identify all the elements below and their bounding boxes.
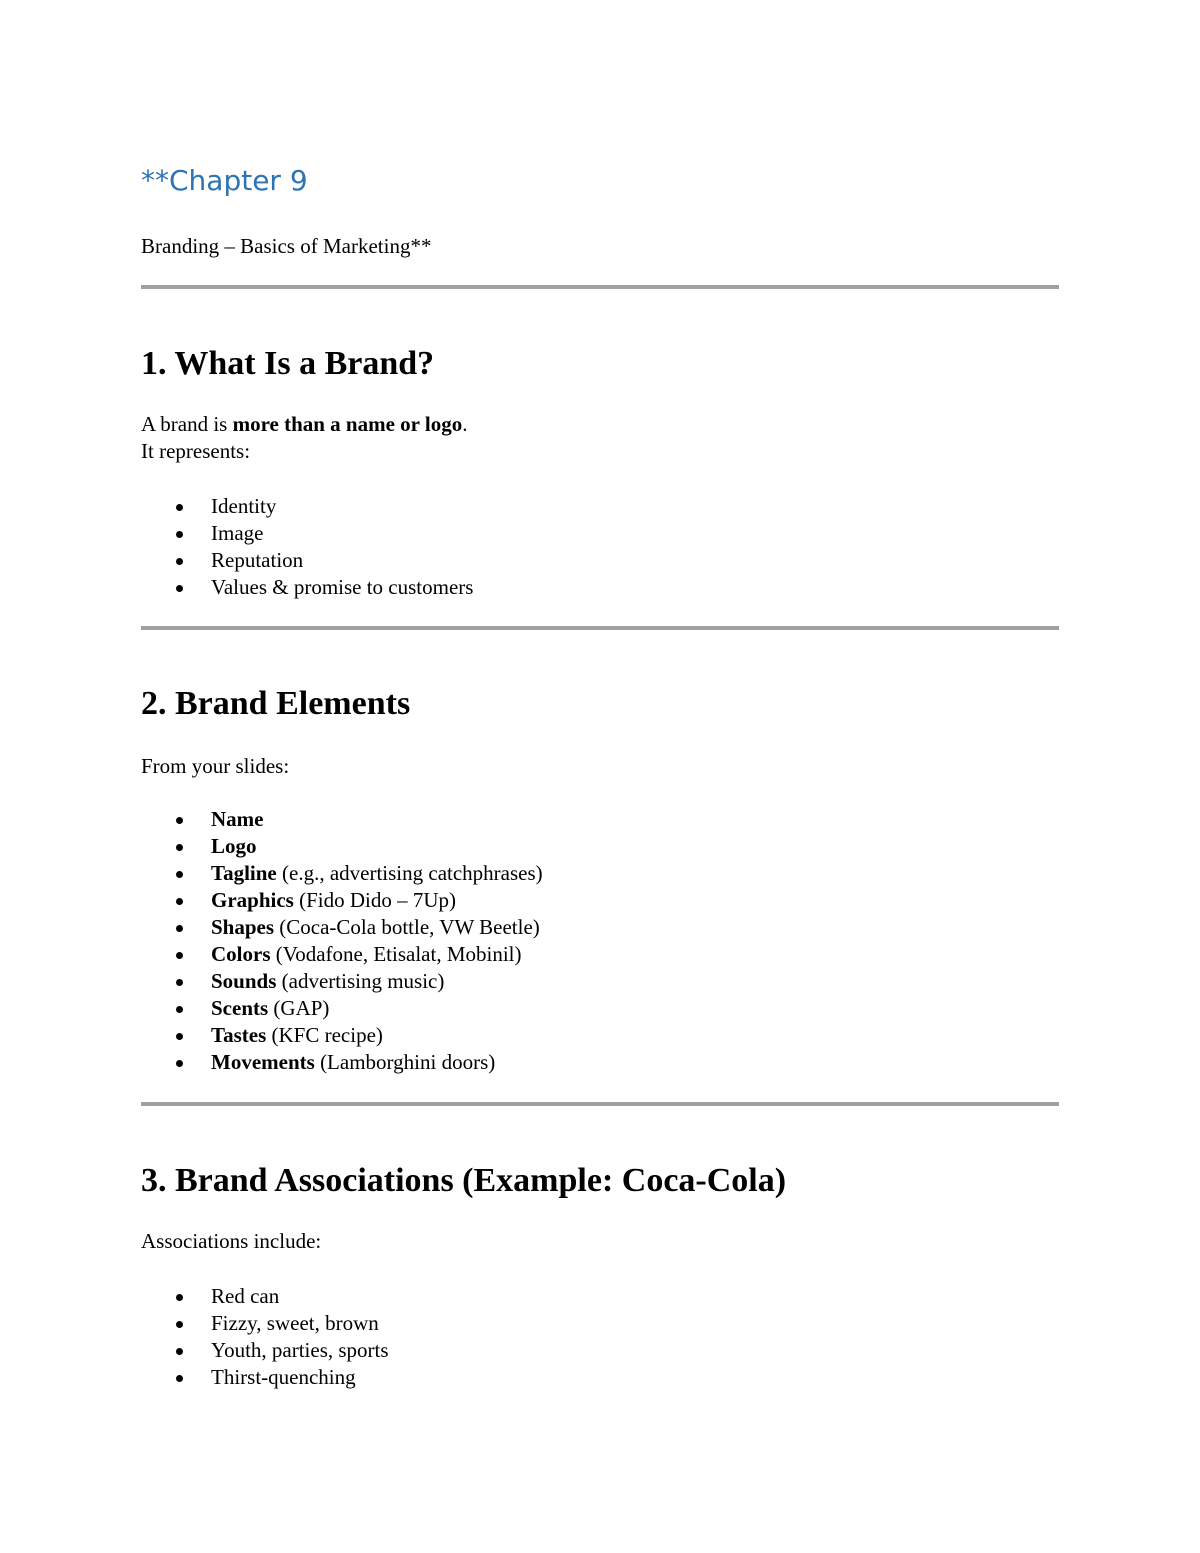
- section-heading-brand-associations: 3. Brand Associations (Example: Coca-Cola): [141, 1162, 787, 1199]
- list-item: [141, 887, 543, 914]
- element-term: Scents: [211, 996, 269, 1020]
- list-item: [141, 547, 473, 574]
- horizontal-rule: [141, 1102, 1059, 1106]
- list-item: [141, 520, 473, 547]
- element-detail: (Vodafone, Etisalat, Mobinil): [270, 942, 522, 966]
- brand-definition: [141, 411, 467, 438]
- element-detail: (Lamborghini doors): [314, 1050, 496, 1074]
- list-item: [141, 914, 543, 941]
- element-detail: (Coca-Cola bottle, VW Beetle): [274, 915, 540, 939]
- element-term: Shapes: [211, 915, 275, 939]
- bullet-icon: [176, 1060, 183, 1067]
- bullet-icon: [176, 871, 183, 878]
- element-detail: (GAP): [268, 996, 330, 1020]
- list-item: [141, 1283, 389, 1310]
- bullet-icon: [176, 844, 183, 851]
- bullet-icon: [176, 952, 183, 959]
- list-item: [141, 941, 543, 968]
- element-term: Logo: [211, 834, 257, 858]
- element-term: Name: [211, 807, 264, 831]
- list-item-text: Identity: [211, 494, 277, 518]
- brand-meaning-list: [141, 493, 473, 601]
- list-item-text: Fizzy, sweet, brown: [211, 1311, 379, 1335]
- bullet-icon: [176, 504, 183, 511]
- list-item-text: Red can: [211, 1284, 280, 1308]
- list-item: [141, 1310, 389, 1337]
- represents-label: It represents:: [141, 439, 251, 463]
- bullet-icon: [176, 979, 183, 986]
- section-heading-brand-elements: 2. Brand Elements: [141, 685, 411, 722]
- list-item: [141, 860, 543, 887]
- brand-definition-prefix: A brand is: [141, 412, 233, 436]
- bullet-icon: [176, 925, 183, 932]
- element-term: Colors: [211, 942, 271, 966]
- brand-elements-list: [141, 806, 543, 1076]
- brand-associations-list: [141, 1283, 389, 1391]
- bullet-icon: [176, 531, 183, 538]
- bullet-icon: [176, 1006, 183, 1013]
- element-term: Sounds: [211, 969, 277, 993]
- list-item: [141, 995, 543, 1022]
- list-item: [141, 1049, 543, 1076]
- chapter-subtitle: Branding – Basics of Marketing**: [141, 234, 432, 258]
- list-item: [141, 493, 473, 520]
- bullet-icon: [176, 558, 183, 565]
- element-detail: (advertising music): [276, 969, 445, 993]
- bullet-icon: [176, 898, 183, 905]
- bullet-icon: [176, 585, 183, 592]
- section-heading-what-is-a-brand: 1. What Is a Brand?: [141, 345, 435, 382]
- brand-definition-bold: more than a name or logo: [232, 412, 463, 436]
- list-item-text: Values & promise to customers: [211, 575, 474, 599]
- list-item: [141, 1022, 543, 1049]
- list-item: [141, 806, 543, 833]
- element-detail: (e.g., advertising catchphrases): [276, 861, 543, 885]
- element-term: Tastes: [211, 1023, 267, 1047]
- list-item-text: Image: [211, 521, 264, 545]
- bullet-icon: [176, 1033, 183, 1040]
- bullet-icon: [176, 817, 183, 824]
- brand-associations-intro: Associations include:: [141, 1229, 322, 1253]
- list-item-text: Thirst-quenching: [211, 1365, 356, 1389]
- bullet-icon: [176, 1321, 183, 1328]
- element-term: Graphics: [211, 888, 294, 912]
- bullet-icon: [176, 1375, 183, 1382]
- list-item: [141, 1337, 389, 1364]
- list-item: [141, 968, 543, 995]
- element-term: Movements: [211, 1050, 315, 1074]
- horizontal-rule: [141, 626, 1059, 630]
- bullet-icon: [176, 1348, 183, 1355]
- horizontal-rule: [141, 285, 1059, 289]
- brand-definition-suffix: .: [462, 412, 468, 436]
- brand-elements-intro: From your slides:: [141, 754, 290, 778]
- list-item: [141, 1364, 389, 1391]
- list-item: [141, 833, 543, 860]
- list-item: [141, 574, 473, 601]
- chapter-title: **Chapter 9: [141, 164, 308, 197]
- element-term: Tagline: [211, 861, 277, 885]
- list-item-text: Youth, parties, sports: [211, 1338, 389, 1362]
- element-detail: (Fido Dido – 7Up): [293, 888, 457, 912]
- list-item-text: Reputation: [211, 548, 304, 572]
- element-detail: (KFC recipe): [266, 1023, 383, 1047]
- bullet-icon: [176, 1294, 183, 1301]
